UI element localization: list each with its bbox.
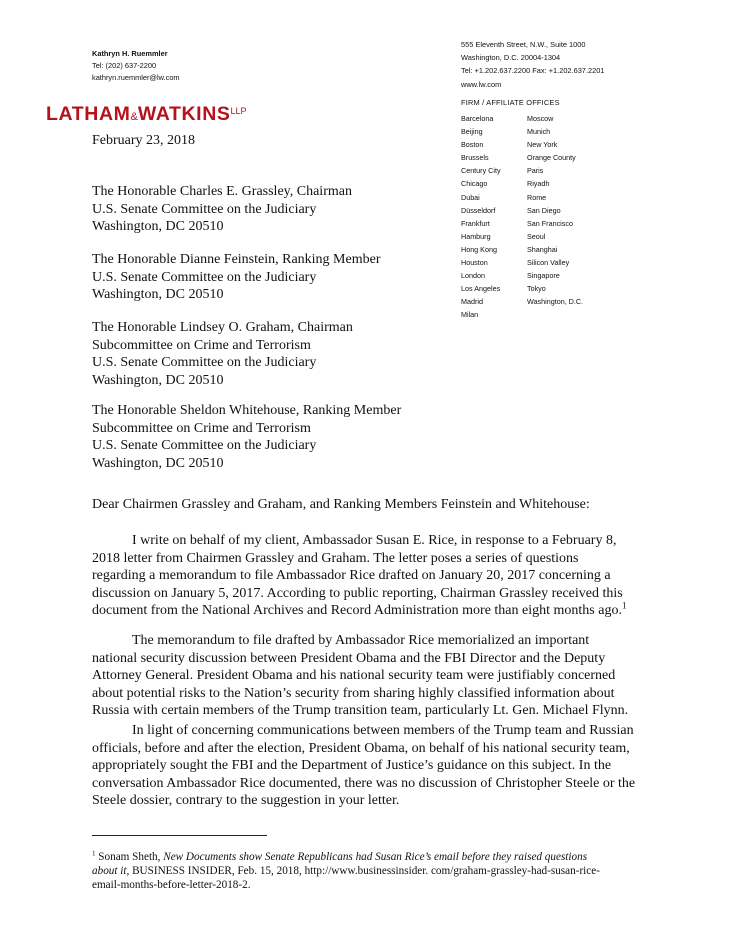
address-line: 555 Eleventh Street, N.W., Suite 1000 — [461, 40, 586, 49]
footnote-title: New Documents show Senate Republicans had Susan Rice’s email before they raised questions — [163, 851, 588, 863]
paragraph-line: national security discussion between President Obama and the FBI Director and the Deputy — [92, 650, 606, 666]
office-item: Tokyo — [527, 284, 546, 294]
office-item: Munich — [527, 127, 551, 137]
addressee-line: The Honorable Sheldon Whitehouse, Ranking Member — [92, 403, 402, 418]
office-item: Dubai — [461, 192, 480, 202]
addressee-line: U.S. Senate Committee on the Judiciary — [92, 201, 317, 217]
logo-text-watkins: WATKINS — [137, 103, 231, 125]
offices-list — [461, 112, 617, 322]
office-item: Singapore — [527, 271, 560, 281]
paragraph-line: 2018 letter from Chairmen Grassley and Graham. The letter poses a series of questions — [92, 550, 579, 566]
addressee-line: Washington, DC 20510 — [92, 287, 224, 303]
body-paragraph-2 — [92, 632, 655, 720]
sender-email: kathryn.ruemmler@lw.com — [92, 73, 180, 82]
addressee-line: U.S. Senate Committee on the Judiciary — [92, 269, 317, 285]
office-item: Riyadh — [527, 179, 550, 189]
offices-column-1 — [461, 112, 527, 322]
office-item: Düsseldorf — [461, 205, 496, 215]
paragraph-line: The memorandum to file drafted by Ambassador Rice memorialized an important — [132, 633, 590, 648]
footnote-url-cont[interactable]: email-months-before-letter-2018-2. — [92, 878, 251, 891]
firm-address — [461, 38, 604, 91]
office-item: Orange County — [527, 153, 576, 163]
office-item: Rome — [527, 192, 547, 202]
addressee-line: U.S. Senate Committee on the Judiciary — [92, 355, 317, 371]
sender-phone: Tel: (202) 637-2200 — [92, 61, 157, 70]
website-line: www.lw.com — [461, 79, 502, 89]
paragraph-line: about potential risks to the Nation’s security from sharing highly classified information about — [92, 685, 615, 701]
letter-date: February 23, 2018 — [92, 133, 196, 148]
salutation: Dear Chairmen Grassley and Graham, and Ranking Members Feinstein and Whitehouse: — [92, 497, 590, 512]
office-item: Milan — [461, 310, 479, 320]
office-item: Shanghai — [527, 244, 558, 254]
paragraph-line: appropriately sought the FBI and the Department of Justice’s guidance on this subject. In the — [92, 758, 612, 774]
office-item: Madrid — [461, 297, 483, 307]
office-item: Frankfurt — [461, 218, 490, 228]
addressee-grassley — [92, 183, 352, 236]
addressee-line: The Honorable Lindsey O. Graham, Chairman — [92, 320, 353, 335]
office-item: San Diego — [527, 205, 561, 215]
addressee-line: Subcommittee on Crime and Terrorism — [92, 420, 311, 436]
office-item: London — [461, 271, 485, 281]
paragraph-line: regarding a memorandum to file Ambassador Rice drafted on January 20, 2017 concerning a — [92, 568, 611, 584]
paragraph-line: Attorney General. President Obama and his national security team were justifiably concerned — [92, 668, 616, 684]
office-item: Seoul — [527, 231, 546, 241]
addressee-line: Washington, DC 20510 — [92, 219, 224, 235]
addressee-line: The Honorable Dianne Feinstein, Ranking Member — [92, 252, 381, 267]
paragraph-line: Steele dossier, contrary to the suggestion in your letter. — [92, 793, 400, 809]
office-item: Barcelona — [461, 114, 494, 123]
office-item: Century City — [461, 166, 501, 176]
logo-text-latham: LATHAM — [46, 103, 131, 125]
sender-name: Kathryn H. Ruemmler — [92, 49, 168, 58]
paragraph-line: Russia with certain members of the Trump transition team, particularly Lt. Gen. Michael Flynn. — [92, 703, 629, 719]
address-line: Tel: +1.202.637.2200 Fax: +1.202.637.2201 — [461, 66, 605, 76]
office-item: Silicon Valley — [527, 258, 570, 268]
paragraph-line: document from the National Archives and Record Administration more than eight months ago. — [92, 603, 622, 619]
office-item: Boston — [461, 140, 484, 150]
footnote-divider — [92, 835, 267, 836]
addressee-line: U.S. Senate Committee on the Judiciary — [92, 438, 317, 454]
addressee-line: Washington, DC 20510 — [92, 455, 224, 471]
offices-title: FIRM / AFFILIATE OFFICES — [461, 98, 560, 107]
office-item: Los Angeles — [461, 284, 501, 294]
office-item: Hamburg — [461, 231, 491, 241]
office-item: Houston — [461, 258, 488, 268]
addressee-line: Washington, DC 20510 — [92, 372, 224, 388]
sender-block — [92, 48, 180, 84]
office-item: Paris — [527, 166, 544, 176]
address-line: Washington, D.C. 20004-1304 — [461, 53, 561, 63]
paragraph-line: conversation Ambassador Rice documented, there was no discussion of Christopher Steele or the — [92, 775, 636, 791]
addressee-whitehouse — [92, 402, 401, 472]
office-item: Beijing — [461, 127, 483, 137]
office-item: Moscow — [527, 114, 554, 123]
paragraph-line: officials, before and after the election, President Obama, on behalf of his national security team, — [92, 740, 630, 756]
logo-suffix: LLP — [230, 106, 247, 116]
addressee-feinstein — [92, 251, 380, 304]
footnote-title-cont: about it, — [92, 864, 130, 877]
paragraph-line: I write on behalf of my client, Ambassador Susan E. Rice, in response to a February 8, — [132, 533, 617, 548]
body-paragraph-1 — [92, 532, 655, 620]
footnote-line — [92, 865, 672, 879]
footnote-line — [92, 851, 672, 865]
office-item: San Francisco — [527, 218, 573, 228]
office-item: Chicago — [461, 179, 488, 189]
footnote-source[interactable]: BUSINESS INSIDER, Feb. 15, 2018, http://www.businessinsider. com/graham-grassley-had-susan-rice- — [132, 864, 600, 877]
footnote-number: 1 — [92, 849, 96, 858]
footnote — [92, 851, 672, 892]
paragraph-line-with-footnote — [92, 602, 655, 620]
body-paragraph-3 — [92, 722, 655, 810]
footnote-author: Sonam Sheth, — [98, 851, 161, 863]
addressee-line: Subcommittee on Crime and Terrorism — [92, 337, 311, 353]
office-item: Washington, D.C. — [527, 297, 584, 307]
footnote-marker[interactable]: 1 — [621, 600, 627, 611]
office-item: New York — [527, 140, 558, 150]
addressee-line: The Honorable Charles E. Grassley, Chairman — [92, 184, 352, 199]
addressee-graham — [92, 319, 353, 389]
paragraph-line: In light of concerning communications between members of the Trump team and Russian — [132, 723, 634, 738]
firm-logo — [46, 103, 247, 126]
office-item: Hong Kong — [461, 244, 497, 254]
logo-ampersand: & — [130, 111, 138, 123]
offices-column-2 — [527, 112, 617, 322]
office-item: Brussels — [461, 153, 489, 163]
paragraph-line: discussion on January 5, 2017. According to public reporting, Chairman Grassley received this — [92, 585, 623, 601]
